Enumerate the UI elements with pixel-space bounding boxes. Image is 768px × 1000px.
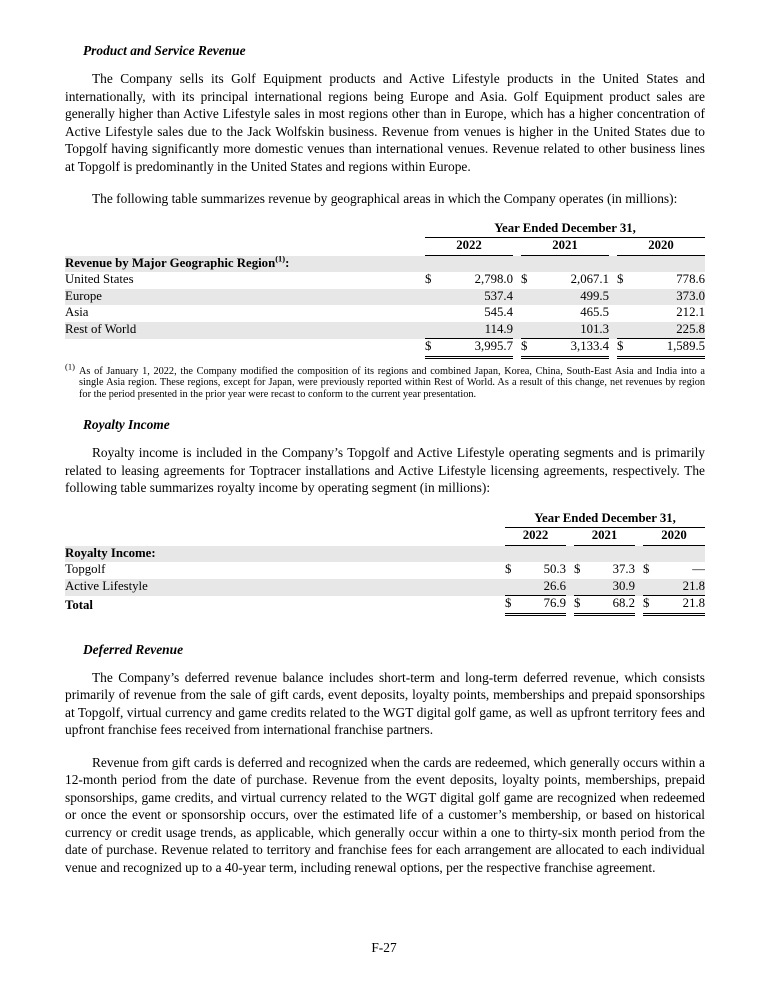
heading-royalty-income: Royalty Income bbox=[83, 417, 170, 433]
footnote-reference: (1) bbox=[275, 255, 286, 264]
cell-empty bbox=[65, 511, 505, 528]
footnote-marker bbox=[65, 361, 79, 401]
cell-spacer bbox=[609, 339, 617, 358]
table-row-active-lifestyle bbox=[65, 579, 705, 596]
cell-label: Asia bbox=[65, 305, 89, 319]
cell-currency bbox=[505, 579, 517, 596]
cell-currency bbox=[425, 305, 439, 322]
cell-value: 373.0 bbox=[676, 288, 706, 303]
heading-deferred-revenue: Deferred Revenue bbox=[83, 641, 184, 657]
cell-spacer bbox=[635, 562, 643, 579]
cell-currency: $ bbox=[521, 272, 528, 286]
cell-value: 465.5 bbox=[580, 305, 609, 319]
cell-currency bbox=[617, 305, 631, 322]
cell-value: 114.9 bbox=[439, 322, 513, 339]
footnote-text: As of January 1, 2022, the Company modified the composition of its regions and combined Japan, Korea, China, South-East Asia and India into a single Asia region. These regions, except for Japan, were previously reported within Rest of World. As a result of this change, net revenues by region for the period presented in the prior year were recast to conform to the current year presentation. bbox=[79, 365, 705, 400]
cell-spacer bbox=[513, 238, 521, 256]
cell-currency: $ bbox=[574, 596, 586, 615]
column-span-header: Year Ended December 31, bbox=[425, 221, 705, 238]
cell-value: 2,798.0 bbox=[474, 272, 513, 286]
cell-currency: $ bbox=[425, 272, 432, 286]
cell-spacer bbox=[513, 305, 521, 322]
table-row-topgolf bbox=[65, 562, 705, 579]
cell-currency: $ bbox=[574, 562, 581, 577]
cell-currency bbox=[521, 305, 535, 322]
cell-currency bbox=[574, 579, 586, 596]
column-header-2021: 2021 bbox=[574, 528, 635, 546]
cell-spacer bbox=[609, 272, 617, 289]
cell-spacer bbox=[513, 289, 521, 306]
footnote-marker-text: (1) bbox=[65, 361, 75, 372]
table-row-year-headers bbox=[65, 528, 705, 546]
cell-value: 26.6 bbox=[517, 579, 566, 596]
table-row-united-states bbox=[65, 272, 705, 289]
heading-product-service-revenue: Product and Service Revenue bbox=[83, 43, 246, 58]
cell-currency: $ bbox=[617, 339, 631, 358]
paragraph-royalty-income: Royalty income is included in the Company’s Topgolf and Active Lifestyle operating segments and is primarily related to leasing agreements for Toptracer installations and Active Lifestyle licensing agreements, respectively. The following table summarizes royalty income by operating segment (in millions): bbox=[65, 445, 705, 496]
cell-total-label: Total bbox=[65, 597, 93, 612]
paragraph-deferred-revenue-2: Revenue from gift cards is deferred and recognized when the cards are redeemed, which generally occurs within a 12-month period from the date of purchase. Revenue from the event deposits, loyalty points, memberships, prepaid sponsorships, game credits, and virtual currency related to the WGT digital golf game are recognized when redeemed or once the event or sponsorship occurs, over the estimated life of a customer’s membership, or based on historical currency or credit usage trends, as applicable, which generally occur within a one to thirty-six month period from the date of purchase. Revenue related to territory and franchise fees for each arrangement are allocated to each individual venue and recognized up to a 40-year term, including renewal options, per the respective franchise agreement. bbox=[65, 754, 705, 875]
cell-label: United States bbox=[65, 272, 134, 286]
paragraph-product-overview: The Company sells its Golf Equipment products and Active Lifestyle products in the United States and internationally, with its principal international regions being Europe and Asia. Golf Equipment product sales are generally higher than Active Lifestyle sales in most regions other than in Europe, which has a higher concentration of Active Lifestyle sales due to the Jack Wolfskin business. Revenue from venues is higher in the United States due to Topgolf having significantly more domestic venues than international venues. Revenue related to other business lines at Topgolf is predominantly in the United States and regions within Europe. bbox=[65, 71, 705, 174]
cell-total-value: 3,995.7 bbox=[439, 339, 513, 358]
cell-value: — bbox=[692, 562, 706, 577]
table-row-asia bbox=[65, 305, 705, 322]
table-row-year-headers bbox=[65, 238, 705, 256]
column-header-2020: 2020 bbox=[643, 528, 705, 546]
page-number: F-27 bbox=[371, 940, 397, 955]
cell-currency: $ bbox=[505, 562, 512, 577]
cell-spacer bbox=[609, 322, 617, 339]
cell-currency bbox=[521, 289, 535, 306]
cell-value: 101.3 bbox=[535, 322, 609, 339]
column-header-2022: 2022 bbox=[505, 528, 566, 546]
table-row-span-header bbox=[65, 511, 705, 528]
cell-value: 545.4 bbox=[484, 305, 513, 319]
cell-spacer bbox=[635, 596, 643, 615]
cell-total-value: 3,133.4 bbox=[535, 339, 609, 358]
cell-group-label bbox=[65, 255, 705, 272]
cell-currency bbox=[643, 579, 655, 596]
table-row-europe bbox=[65, 289, 705, 306]
cell-spacer bbox=[609, 289, 617, 306]
cell-total-value: 76.9 bbox=[517, 596, 566, 615]
cell-value: 499.5 bbox=[580, 288, 609, 303]
cell-spacer bbox=[513, 322, 521, 339]
cell-label: Europe bbox=[65, 288, 102, 303]
cell-label: Rest of World bbox=[65, 322, 137, 336]
cell-empty bbox=[65, 238, 425, 256]
table-row-rest-of-world bbox=[65, 322, 705, 339]
cell-spacer bbox=[635, 528, 643, 546]
cell-currency: $ bbox=[425, 339, 439, 358]
cell-empty bbox=[65, 221, 425, 238]
cell-empty bbox=[65, 528, 505, 546]
cell-currency: $ bbox=[643, 596, 655, 615]
table-row-group-label bbox=[65, 545, 705, 562]
cell-spacer bbox=[566, 562, 574, 579]
table-row-total bbox=[65, 339, 705, 358]
cell-spacer bbox=[609, 238, 617, 256]
cell-value: 21.8 bbox=[655, 579, 705, 596]
cell-spacer bbox=[513, 339, 521, 358]
cell-currency: $ bbox=[617, 272, 624, 286]
cell-value: 30.9 bbox=[586, 579, 635, 596]
column-header-2020: 2020 bbox=[617, 238, 705, 256]
group-label-colon: : bbox=[285, 255, 290, 270]
column-header-2022: 2022 bbox=[425, 238, 513, 256]
cell-value: 50.3 bbox=[543, 562, 566, 577]
table-row-span-header bbox=[65, 221, 705, 238]
cell-value: 778.6 bbox=[676, 272, 706, 286]
cell-currency bbox=[617, 289, 631, 306]
cell-label: Topgolf bbox=[65, 562, 106, 577]
cell-value: 37.3 bbox=[612, 562, 635, 577]
cell-spacer bbox=[635, 579, 643, 596]
table-row-group-label bbox=[65, 255, 705, 272]
cell-currency: $ bbox=[643, 562, 650, 577]
cell-value: 2,067.1 bbox=[570, 272, 609, 286]
cell-spacer bbox=[566, 596, 574, 615]
table-row-total bbox=[65, 596, 705, 615]
cell-currency bbox=[617, 322, 631, 339]
cell-value: 212.1 bbox=[676, 305, 706, 319]
royalty-income-table bbox=[65, 511, 705, 616]
geo-revenue-table bbox=[65, 221, 705, 359]
cell-currency bbox=[425, 322, 439, 339]
cell-label: Active Lifestyle bbox=[65, 579, 148, 594]
cell-total-value: 68.2 bbox=[586, 596, 635, 615]
cell-value: 537.4 bbox=[484, 288, 513, 303]
column-span-header: Year Ended December 31, bbox=[505, 511, 705, 528]
group-label-text: Revenue by Major Geographic Region bbox=[65, 255, 276, 270]
footnote-1 bbox=[65, 361, 705, 401]
cell-spacer bbox=[566, 579, 574, 596]
cell-spacer bbox=[513, 272, 521, 289]
paragraph-geo-table-intro: The following table summarizes revenue by geographical areas in which the Company operates (in millions): bbox=[92, 191, 678, 206]
cell-spacer bbox=[609, 305, 617, 322]
cell-spacer bbox=[566, 528, 574, 546]
cell-empty bbox=[65, 339, 425, 358]
cell-group-label: Royalty Income: bbox=[65, 545, 156, 560]
cell-value: 225.8 bbox=[631, 322, 705, 339]
paragraph-deferred-revenue-1: The Company’s deferred revenue balance includes short-term and long-term deferred revenue, which consists primarily of revenue from the sale of gift cards, event deposits, loyalty points, memberships and prepaid sponsorships at Topgolf, virtual currency and game credits related to the WGT digital golf game, as well as upfront territory fees and upfront franchise fees received from international franchise partners. bbox=[65, 669, 705, 738]
cell-currency: $ bbox=[521, 339, 535, 358]
column-header-2021: 2021 bbox=[521, 238, 609, 256]
cell-total-value: 21.8 bbox=[655, 596, 705, 615]
cell-currency: $ bbox=[505, 596, 517, 615]
cell-currency bbox=[425, 289, 439, 306]
cell-currency bbox=[521, 322, 535, 339]
cell-total-value: 1,589.5 bbox=[631, 339, 705, 358]
